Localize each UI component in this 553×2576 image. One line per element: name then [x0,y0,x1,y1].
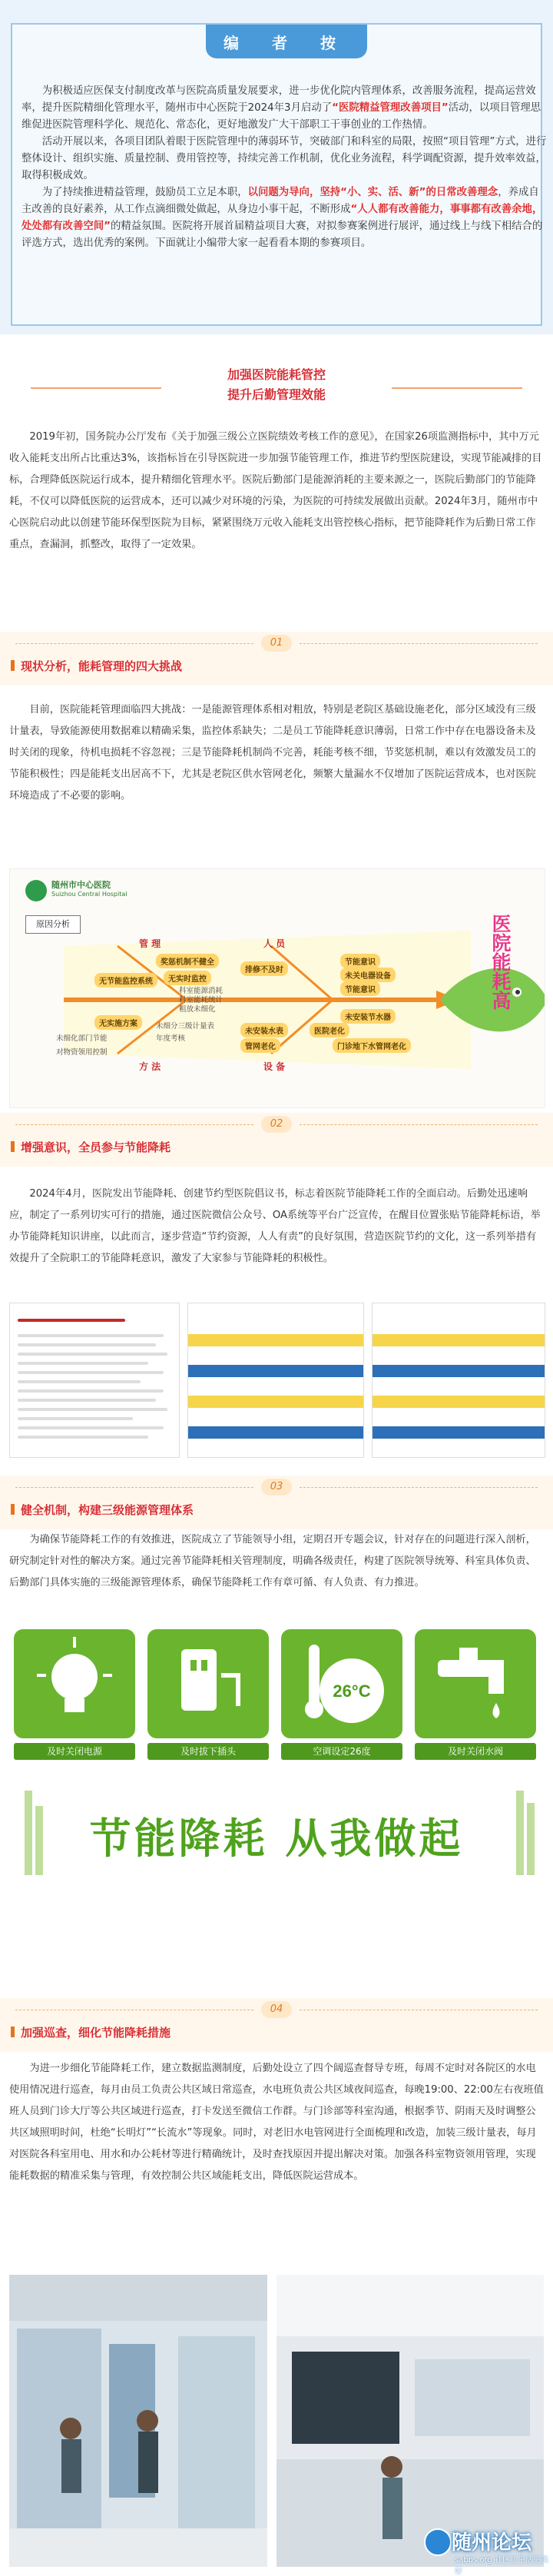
cause-label: 门诊地下水管网老化 [333,1038,411,1053]
section-01-number: 01 [261,635,292,652]
editor-note-paragraph-3: 为了持续推进精益管理，鼓励员工立足本职，以问题为导向，坚持“小、实、活、新”的日常改善理念，养成自主改善的良好素养，从工作点滴细微处做起，从身边小事干起，不断形成“人人都有改善能力，事事都有改善余地，处处都有改善空间”的精益氛围。医院将开展首届精益项目大赛，对拟参赛案例进行展评，通过线上与线下相结合的评选方式，选出优秀的案例。下面就让小编带大家一起看看本期的参赛项目。 [22,187,543,249]
power-off-label: 及时关闭电源 [14,1743,135,1760]
section-04-title: 加强巡查，细化节能降耗措施 [11,2024,171,2040]
section-01-header [0,632,553,685]
cause-label: 未安装节水器 [340,1009,396,1024]
poster-tips-2 [372,1303,545,1458]
editor-note-tag-label: 编 者 按 [224,33,349,52]
cause-label: 医院老化 [310,1023,349,1037]
plug-icon [147,1629,269,1738]
cause-label: 奖惩机制不健全 [156,954,219,968]
category-people: 人 员 [263,938,286,949]
editor-note-box [11,23,547,326]
ac-tile [281,1629,402,1738]
section-03-header [0,1476,553,1529]
cause-label: 节能意识 [340,954,380,968]
hospital-logo: 随州市中心医院 Suizhou Central Hospital [25,877,179,905]
cause-label: 年度考核 [156,1034,186,1043]
cause-label: 无实施方案 [94,1015,142,1030]
cause-label: 未关电器设备 [340,968,396,982]
editor-note-paragraph-2: 活动开展以来，各项目团队着眼于医院管理中的薄弱环节，突破部门和科室的局限，按照“项目管理”方式，进行整体设计、组织实施、质量控制、费用管控等，持续完善工作机制，优化业务流程，科学调配资源，提升效率效益，取得积极成效。 [22,136,547,181]
editor-note-paragraph-1: 为积极适应医保支付制度改革与医院高质量发展要求，进一步优化院内管理体系，改善服务流程，提高运营效率，提升医院精细化管理水平，随州市中心医院于2024年3月启动了“医院精益管理改善项目”活动，以项目管理思维促进医院管理科学化、规范化、常态化，更好地激发广大干部职工干事创业的工作热情。 [22,85,541,131]
cause-label: 粗放未细化 [179,1005,216,1014]
cause-label: 节能意识 [340,981,380,996]
section-04-body: 为进一步细化节能降耗工作，建立数据监测制度，后勤处设立了四个阔巡查督导专班，每周不定时对各院区的水电使用情况进行巡查，每月由员工负责公共区域日常巡查，水电班负责公共区域夜间巡查，每晚19:00、22:00左右夜班值班人员到门诊大厅等公共区域进行巡查，打卡发送至微信工作群。与门诊部等科室沟通，根据季节、阴雨天及时调整公共区域照明时间，杜绝“长明灯”“长流水”等现象。同时，对老旧水电管网进行全面梳理和改造，加装三级计量表，每月对医院各科室用电、用水和办公耗材等进行精确统计，及时查找原因并提出解决对策。加强各科室物资领用管理，实现能耗数据的精准采集与管理，有效控制公共区域能耗支出，降低医院运营成本。 [9,2063,544,2182]
poster-tips-1 [187,1303,364,1458]
cause-label: 科室能耗统计 [179,996,224,1004]
ac-label: 空调设定26度 [281,1743,402,1760]
cause-label: 对物资领用控制 [56,1048,108,1057]
section-03-body: 为确保节能降耗工作的有效推进，医院成立了节能领导小组，定期召开专题会议，针对存在的问题进行深入剖析，研究制定针对性的解决方案。通过完善节能降耗相关管理制度，明确各级责任，构建了医院领导统筹、科室具体负责、后勤部门具体实施的三级能源管理体系，确保节能降耗工作有章可循、有人负责、有力推进。 [9,1534,536,1588]
cause-label: 未细化部门节能 [56,1034,108,1043]
section-01-title: 现状分析，能耗管理的四大挑战 [11,658,182,674]
cause-label: 科室能源消耗 [179,987,224,995]
cause-label: 排修不及时 [240,961,288,976]
section-02-body: 2024年4月，医院发出节能降耗、创建节约型医院倡议书，标志着医院节能降耗工作的全面启动。后勤处迅速响应，制定了一系列切实可行的措施，通过医院微信公众号、OA系统等平台广泛宣传，在醒目位置张贴节能降耗标语，举办节能降耗知识讲座，以此而言，逐步营造“节约资源，人人有责”的良好氛围，营造医院节约的文化，这一系列举措有效提升了全院职工的节能降耗意识，激发了大家参与节能降耗的积极性。 [9,1188,541,1264]
water-tile [415,1629,536,1738]
category-management: 管 理 [139,938,161,949]
cause-label: 未细分三级计量表 [156,1022,215,1031]
section-03-number: 03 [261,1479,292,1495]
hospital-logo-icon [25,880,47,901]
fishbone-diagram [9,868,545,1108]
section-01-body: 目前，医院能耗管理面临四大挑战：一是能源管理体系相对粗放，特别是老院区基础设施老化，部分区域没有三级计量表，导致能源使用数据难以精确采集，监控体系缺失；二是员工节能降耗意识薄弱，日常工作中存在电器设备未及时关闭的现象，待机电损耗不容忽视；三是节能降耗机制尚不完善，耗能考核不细，节奖惩机制，难以有效激发员工的节能积极性；四是能耗支出居高不下，尤其是老院区供水管网老化，频繁大量漏水不仅增加了医院运营成本，也对医院环境造成了不必要的影响。 [9,704,536,802]
section-02-number: 02 [261,1116,292,1133]
thermometer-icon [281,1629,402,1738]
faucet-icon [415,1629,536,1738]
energy-saving-banner [9,1622,544,1983]
cause-label: 无实时监控 [164,971,211,985]
cause-label: 管网老化 [240,1038,280,1053]
slogan: 节能降耗 从我做起 [89,1814,464,1863]
section-04-number: 04 [261,2001,292,2018]
editor-note-tag [206,25,367,58]
cause-label: 未安装水表 [240,1023,288,1037]
forum-watermark: 随州论坛 sabbs.org 社区让生活更美好 [424,2521,553,2567]
article-title: 加强医院能耗管控 提升后勤管理效能 [227,367,326,402]
title-divider-right [392,387,522,389]
unplug-label: 及时拔下插头 [147,1743,269,1760]
section-04-header [0,1998,553,2052]
title-divider-left [31,387,161,389]
water-label: 及时关闭水阀 [415,1743,536,1760]
editor-note [0,0,553,334]
category-equipment: 设 备 [263,1061,286,1072]
campaign-posters [9,1303,544,1456]
category-method: 方 法 [139,1061,161,1072]
inspection-photo-left [9,2275,267,2567]
poster-proposal [9,1303,180,1458]
svg-text:26°C: 26°C [333,1681,371,1701]
power-off-tile [14,1629,135,1738]
section-02-title: 增强意识，全员参与节能降耗 [11,1139,171,1155]
unplug-tile [147,1629,269,1738]
bulb-icon [14,1629,135,1738]
forum-logo-icon [424,2528,452,2556]
article-intro: 2019年初，国务院办公厅发布《关于加强三级公立医院绩效考核工作的意见》，在国家26项监测指标中，其中万元收入能耗支出所占比重达3%，该指标旨在引导医院进一步加强节能管理工作，推进节约型医院建设，实现节能减排的目标，合理降低医院运行成本，提升精细化管理水平。医院后勤部门是能源消耗的主要来源之一，医院后勤部门的节能降耗，不仅可以降低医院的运营成本，还可以减少对环境的污染，为医院的可持续发展做出贡献。2024年3月，随州市中心医院启动此以创建节能环保型医院为目标，紧紧围绕万元收入能耗支出管控核心指标，把节能降耗作为后勤日常工作重点，查漏洞，抓整改，取得了一定效果。 [9,431,542,550]
cause-analysis-tag: 原因分析 [25,915,81,934]
cause-label: 无节能监控系统 [94,973,157,988]
fishbone-result: 医院能耗高 [489,914,512,1010]
section-03-title: 健全机制，构建三级能源管理体系 [11,1502,194,1518]
section-02-header [0,1113,553,1167]
editor-note-text [22,83,547,252]
